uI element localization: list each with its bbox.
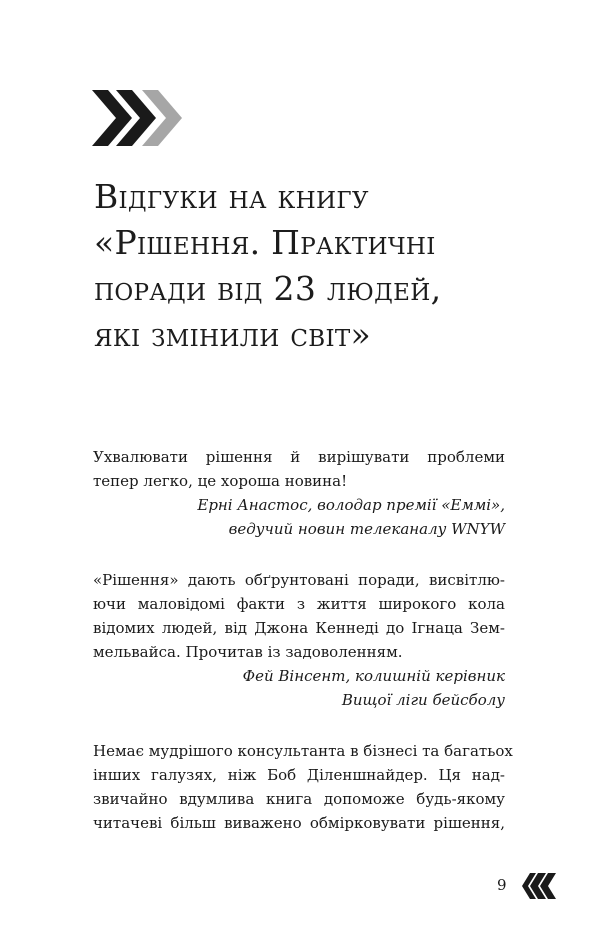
review-text <box>93 445 505 493</box>
review-text-line: Ухвалювати рішення й вирішувати проблеми <box>93 448 505 466</box>
review-block <box>93 445 505 541</box>
review-block <box>93 739 513 835</box>
attribution-line: ведучий новин телеканалу WNYW <box>228 520 505 538</box>
title-line: які змінили світ» <box>94 315 371 354</box>
review-text <box>93 568 505 664</box>
attribution-line: Ерні Анастос, володар премії «Еммі», <box>197 496 505 514</box>
title-line: поради від 23 людей, <box>94 269 442 308</box>
double-forward-chevron-icon <box>92 90 184 146</box>
review-attribution <box>93 493 505 541</box>
review-text-line: інших галузях, ніж Боб Діленшнайдер. Ця над- <box>93 766 505 784</box>
title-line: «Рішення. Практичні <box>94 223 436 262</box>
review-attribution <box>93 664 505 712</box>
review-text-line: відомих людей, від Джона Кеннеді до Ігнаца Зем- <box>93 619 505 637</box>
review-text-line: звичайно вдумлива книга допоможе будь-якому <box>93 790 505 808</box>
page-number: 9 <box>497 876 507 894</box>
attribution-line: Фей Вінсент, колишній керівник <box>242 667 505 685</box>
review-text-line: читачеві більш виважено обмірковувати рішення, <box>93 814 505 832</box>
review-text-line: Немає мудрішого консультанта в бізнесі та багатьох <box>93 742 513 760</box>
review-text-line: тепер легко, це хороша новина! <box>93 472 348 490</box>
attribution-line: Вищої ліги бейсболу <box>341 691 505 709</box>
reviews-section <box>93 445 513 862</box>
review-text <box>93 739 513 835</box>
review-text-line: ючи маловідомі факти з життя широкого кола <box>93 595 505 613</box>
review-text-line: мельвайса. Прочитав із задоволенням. <box>93 643 403 661</box>
double-back-chevron-icon <box>522 873 558 899</box>
page-title <box>94 174 534 358</box>
review-text-line: «Рішення» дають обґрунтовані поради, висвітлю- <box>93 571 505 589</box>
review-block <box>93 568 505 712</box>
title-line: Відгуки на книгу <box>94 177 369 216</box>
